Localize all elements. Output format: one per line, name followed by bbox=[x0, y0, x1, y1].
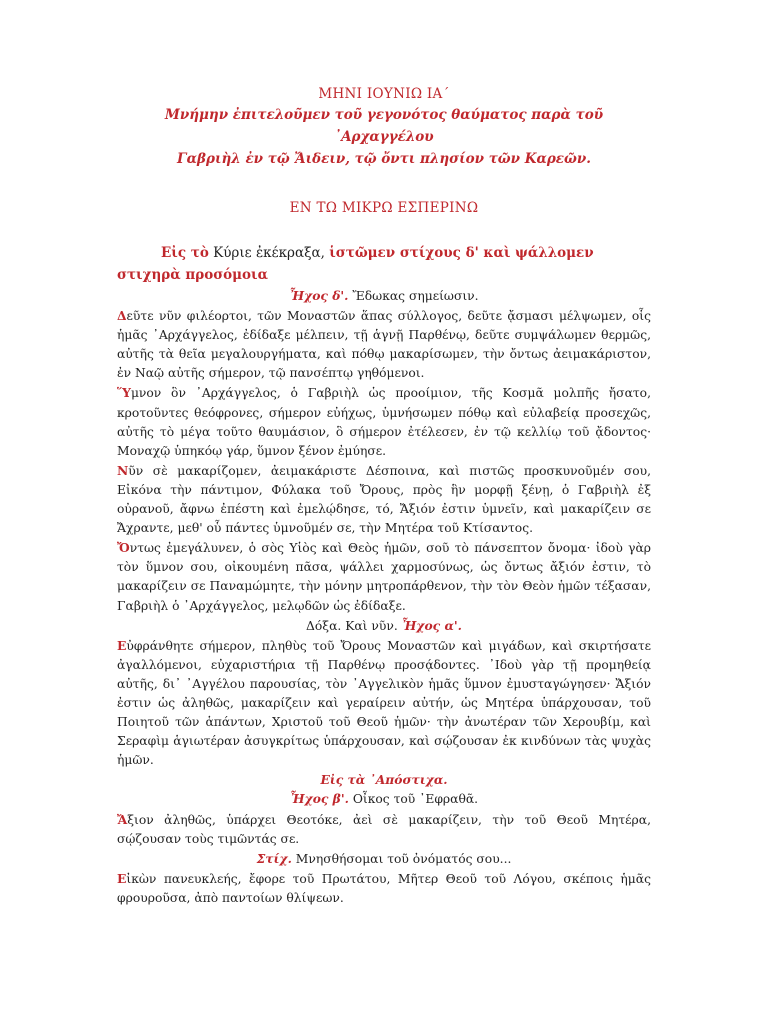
sticheron-3 bbox=[117, 461, 651, 538]
aposticha-1 bbox=[117, 810, 651, 849]
aposticha-2 bbox=[117, 869, 651, 908]
aposticha-tone-line bbox=[117, 789, 651, 809]
doxa-tone-label: Ἦχος α'. bbox=[401, 617, 462, 633]
sticheron-2 bbox=[117, 383, 651, 460]
initial-letter: Δ bbox=[117, 308, 127, 324]
aposticha-heading: Εἰς τὰ ᾿Απόστιχα. bbox=[320, 772, 448, 788]
aposticha-tone-label: Ἦχος β'. bbox=[289, 791, 349, 807]
sticheron-text: μνον ὃν ᾿Αρχάγγελος, ὁ Γαβριὴλ ὡς προοίμιον, τῆς Κοσμᾶ μολπῆς ἤσατο, κροτοῦντες θεόφρονες, σήμερον εὐήχως, ὑμνήσωμεν πόθῳ καὶ εὐλαβείᾳ προσεχῶς, αὐτῆς τὸ μέγα τοῦτο θαυμάσιον, ὃ σήμερον ἐτέλεσεν, ἐν τῷ κελλίῳ τοῦ ᾄδοντος· Μοναχῷ ὑπηκόῳ γάρ, ὕμνον ξένον ἐμύησε. bbox=[117, 386, 651, 458]
aposticha-text: ἰκὼν πανευκλεής, ἔφορε τοῦ Πρωτάτου, Μῆτερ Θεοῦ τοῦ Λόγου, σκέποις ἡμᾶς φρουροῦσα, ἀπὸ παντοίων θλίψεων. bbox=[117, 871, 651, 905]
subtitle-line-2: Γαβριὴλ ἐν τῷ Ἄιδειν, τῷ ὄντι πλησίον τῶν Καρεῶν. bbox=[177, 151, 591, 167]
tone-label: Ἦχος δ'. bbox=[289, 288, 349, 303]
doxa-line bbox=[117, 616, 651, 636]
page-title: ΜΗΝΙ ΙΟΥΝΙΩ ΙΑ΄ bbox=[318, 86, 450, 102]
intro-rest: ἱστῶμεν στίχους δ' καὶ ψάλλομεν στιχηρὰ προσόμοια bbox=[117, 245, 594, 283]
sticheron-text: εῦτε νῦν φιλέορτοι, τῶν Μοναστῶν ἅπας σύλλογος, δεῦτε ᾄσμασι μέλψωμεν, οἷς ἡμᾶς ᾿Αρχάγγελος, ἐδίδαξε μέλπειν, τῇ ἁγνῇ Παρθένῳ, δεῦτε συμψάλωμεν θερμῶς, αὐτῆς τὰ θεῖα μεγαλουργήματα, καὶ πόθῳ μακαρίσωμεν, τὴν ὄντως ἀειμακάριστον, ἐν Ναῷ αὐτῆς σήμερον, τῷ πανσέπτῳ γηθόμενοι. bbox=[117, 309, 651, 381]
aposticha-text: ξιον ἀληθῶς, ὑπάρχει Θεοτόκε, ἀεὶ σὲ μακαρίζειν, τὴν τοῦ Θεοῦ Μητέρα, σῴζουσαν τοὺς τιμῶντάς σε. bbox=[117, 812, 651, 846]
doxastikon bbox=[117, 636, 651, 771]
stich-line bbox=[117, 849, 651, 869]
initial-letter: Ὄ bbox=[117, 540, 130, 556]
section-title: ΕΝ ΤΩ ΜΙΚΡΩ ΕΣΠΕΡΙΝΩ bbox=[289, 200, 479, 216]
sticheron-1 bbox=[117, 306, 651, 383]
subtitle-line-1: Μνήμην ἐπιτελοῦμεν τοῦ γεγονότος θαύματος παρὰ τοῦ ᾿Αρχαγγέλου bbox=[164, 107, 604, 145]
initial-letter: Ὕ bbox=[117, 385, 131, 401]
aposticha-melody: Οἶκος τοῦ ᾿Εφραθᾶ. bbox=[348, 792, 479, 807]
intro-lead: Εἰς τὸ bbox=[161, 245, 209, 261]
tone-line-1 bbox=[117, 286, 651, 306]
intro-rubric bbox=[117, 242, 651, 286]
initial-letter: Ἄ bbox=[117, 811, 128, 827]
initial-letter: Ε bbox=[117, 870, 127, 886]
doxa-text: Δόξα. Καὶ νῦν. bbox=[306, 618, 402, 633]
doxastikon-text: ὐφράνθητε σήμερον, πληθὺς τοῦ Ὄρους Μοναστῶν καὶ μιγάδων, καὶ σκιρτήσατε ἀγαλλόμενοι, εὐχαριστήρια τῇ Παρθένῳ προσᾴδοντες. ᾿Ιδοὺ γὰρ τῇ προμηθείᾳ αὐτῆς, δι᾿ ᾿Αγγέλου παρουσίας, τὸν ᾿Αγγελικὸν ἡμᾶς ὕμνον ἐμυσταγώγησεν· Ἄξιόν ἐστιν ὡς ἀληθῶς, μακαρίζειν καὶ γεραίρειν αὐτήν, ὡς Μητέρα ὑπάρχουσαν, τοῦ Ποιητοῦ τῶν ἁπάντων, Χριστοῦ τοῦ Θεοῦ ἡμῶν· τὴν ἀνωτέραν τῶν Χερουβίμ, καὶ Σεραφὶμ ἁγιωτέραν ἀσυγκρίτως ὑπάρχουσαν, καὶ σῴζουσαν ἐκ κινδύνων τὰς ψυχὰς ἡμῶν. bbox=[117, 638, 651, 768]
stich-label: Στίχ. bbox=[256, 850, 292, 866]
stich-text: Μνησθήσομαι τοῦ ὀνόματός σου... bbox=[291, 851, 512, 866]
initial-letter: Ν bbox=[117, 462, 129, 478]
tone-melody: Ἔδωκας σημείωσιν. bbox=[348, 289, 479, 303]
sticheron-text: ῦν σὲ μακαρίζομεν, ἀειμακάριστε Δέσποινα, καὶ πιστῶς προσκυνοῦμέν σου, Εἰκόνα τὴν πάντιμον, Φύλακα τοῦ Ὄρους, πρὸς ἣν μορφῇ ξένῃ, ὁ Γαβριὴλ ἐξ οὐρανοῦ, ἄφνω ἐπέστη καὶ ἐμελῴδησε, τό, Ἄξιόν ἐστιν ὑμνεῖν, καὶ μακαρίζειν σε Ἄχραντε, μεθ' οὗ πάντες ὑμνοῦμέν σε, τὴν Μητέρα τοῦ Κτίσαντος. bbox=[117, 463, 651, 536]
sticheron-4 bbox=[117, 538, 651, 615]
sticheron-text: ντως ἐμεγάλυνεν, ὁ σὸς Υἱὸς καὶ Θεὸς ἡμῶν, σοῦ τὸ πάνσεπτον ὄνομα· ἰδοὺ γὰρ τὸν ὕμνον σου, οἰκουμένη πᾶσα, ψάλλει χαρμοσύνως, ὡς ὄντως ἄξιόν ἐστιν, τὸ μακαρίζειν σε Παναμώμητε, τὴν μόνην μητροπάρθενον, τὴν τὸν Θεὸν ἡμῶν τέξασαν, Γαβριὴλ ὁ ᾿Αρχάγγελος, μελῳδῶν ὡς ἐδίδαξε. bbox=[117, 541, 651, 613]
initial-letter: Ε bbox=[117, 637, 127, 653]
intro-middle: Κύριε ἐκέκραξα, bbox=[208, 245, 330, 261]
